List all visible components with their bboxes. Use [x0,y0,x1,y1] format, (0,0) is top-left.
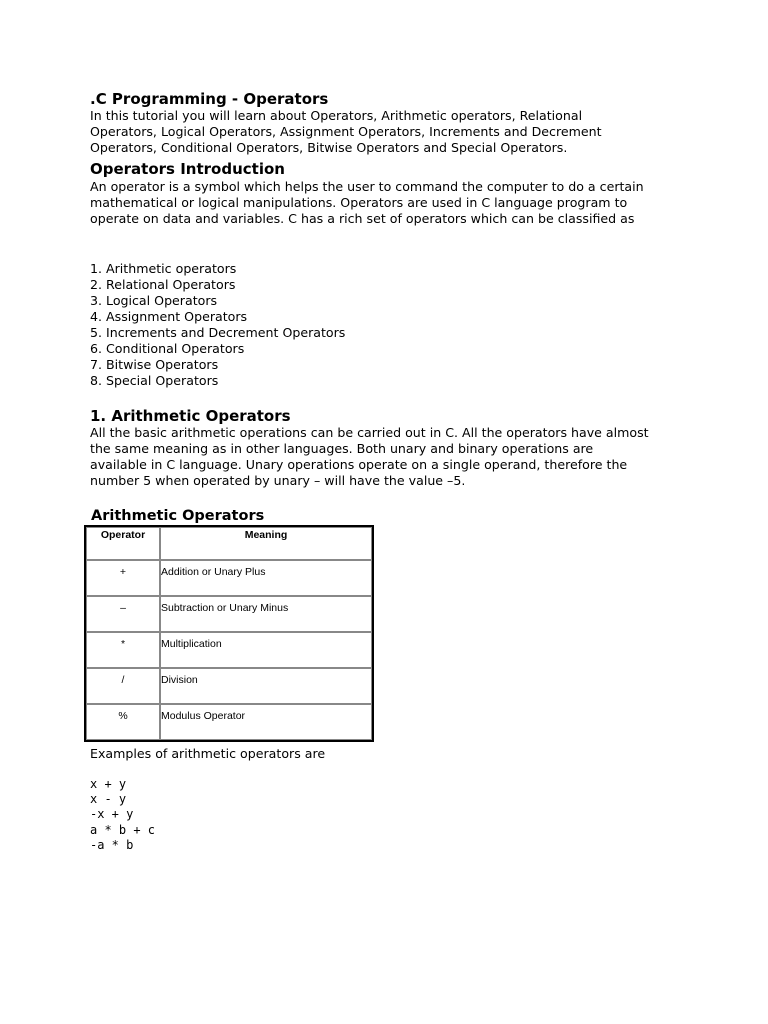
code-line: x - y [90,792,127,807]
meaning-cell: Addition or Unary Plus [160,560,372,596]
list-item: 5. Increments and Decrement Operators [90,325,346,340]
table-row [86,560,372,596]
code-line: x + y [90,777,127,791]
list-item: 4. Assignment Operators [90,309,248,324]
table-row [86,668,372,704]
intro-line: Operators, Logical Operators, Assignment Operators, Increments and Decrement [90,124,602,139]
introduction-paragraph [90,179,720,227]
intro-paragraph [90,108,720,156]
code-line: a * b + c [90,822,156,837]
table-header-row [86,527,372,560]
list-item: 3. Logical Operators [90,293,218,308]
examples-intro: Examples of arithmetic operators are [90,746,326,761]
code-examples [90,777,155,853]
introduction-line: mathematical or logical manipulations. Operators are used in C language program to [90,195,628,210]
arithmetic-paragraph [90,425,720,489]
introduction-line: operate on data and variables. C has a rich set of operators which can be classified as [90,211,635,226]
list-item: 8. Special Operators [90,373,219,388]
table-title: Arithmetic Operators [91,508,265,524]
introduction-line: An operator is a symbol which helps the user to command the computer to do a certain [90,179,644,194]
intro-line: In this tutorial you will learn about Operators, Arithmetic operators, Relational [90,108,583,123]
list-item: 1. Arithmetic operators [90,261,237,276]
meaning-cell: Multiplication [160,632,372,668]
code-line: -x + y [90,807,134,822]
arithmetic-line: All the basic arithmetic operations can be carried out in C. All the operators have almost [90,425,649,440]
intro-line: Operators, Conditional Operators, Bitwise Operators and Special Operators. [90,140,568,155]
table-row [86,596,372,632]
list-item: 6. Conditional Operators [90,341,245,356]
operator-cell: – [86,596,160,632]
operator-list [90,261,345,389]
section-heading-introduction: Operators Introduction [90,160,285,178]
operator-cell: * [86,632,160,668]
meaning-cell: Subtraction or Unary Minus [160,596,372,632]
page-title: .C Programming - Operators [90,90,329,108]
arithmetic-line: number 5 when operated by unary – will have the value –5. [90,473,466,488]
list-item: 2. Relational Operators [90,277,236,292]
operator-cell: + [86,560,160,596]
operator-cell: / [86,668,160,704]
meaning-cell: Division [160,668,372,704]
column-header-operator: Operator [86,527,160,560]
table-row [86,632,372,668]
arithmetic-line: the same meaning as in other languages. Both unary and binary operations are [90,441,594,456]
arithmetic-line: available in C language. Unary operations operate on a single operand, therefore the [90,457,628,472]
operators-table [84,525,374,742]
code-line: -a * b [90,837,134,852]
column-header-meaning: Meaning [160,527,372,560]
operator-cell: % [86,704,160,740]
section-heading-arithmetic: 1. Arithmetic Operators [90,407,291,425]
table-row [86,704,372,740]
list-item: 7. Bitwise Operators [90,357,219,372]
meaning-cell: Modulus Operator [160,704,372,740]
